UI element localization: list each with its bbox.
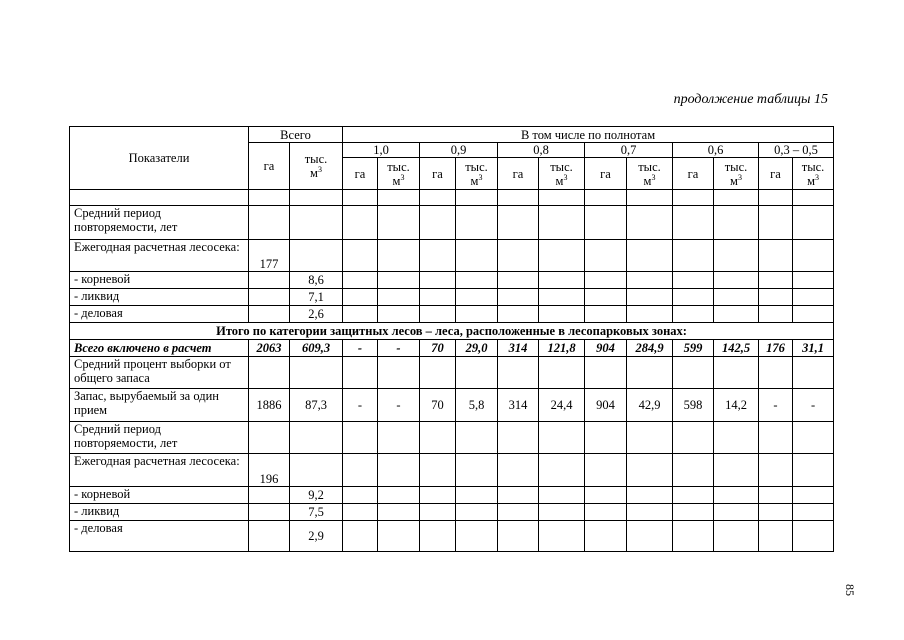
- forest-table: [69, 126, 834, 552]
- header-density-ts: [714, 158, 759, 190]
- unit-ts-text: тыс.: [387, 159, 410, 174]
- table-cell: [585, 272, 627, 289]
- table-cell: [714, 454, 759, 487]
- table-cell: [585, 190, 627, 206]
- table-cell: [378, 306, 420, 323]
- table-cell: 2,6: [290, 306, 343, 323]
- unit-sup: 3: [737, 172, 742, 182]
- table-cell: [714, 272, 759, 289]
- header-density-ts: [627, 158, 673, 190]
- unit-m-text: м: [555, 173, 564, 188]
- table-cell: [498, 357, 539, 389]
- section-heading: Итого по категории защитных лесов – леса, расположенные в лесопарковых зонах:: [70, 323, 834, 340]
- table-row: [70, 422, 834, 454]
- table-cell: [759, 240, 793, 272]
- header-indicators: Показатели: [70, 127, 249, 190]
- table-cell: 142,5: [714, 340, 759, 357]
- table-cell: -: [378, 389, 420, 422]
- table-cell: [498, 504, 539, 521]
- table-cell: [498, 487, 539, 504]
- table-cell: [793, 504, 834, 521]
- table-cell: [290, 190, 343, 206]
- table-cell: 609,3: [290, 340, 343, 357]
- table-row: [70, 272, 834, 289]
- table-cell: [793, 240, 834, 272]
- table-cell: [793, 206, 834, 240]
- table-cell: 599: [673, 340, 714, 357]
- table-cell: 5,8: [456, 389, 498, 422]
- table-cell: [714, 289, 759, 306]
- table-body: [70, 127, 834, 552]
- table-cell: [343, 521, 378, 552]
- table-cell: [343, 240, 378, 272]
- table-cell: 314: [498, 389, 539, 422]
- table-cell: [456, 504, 498, 521]
- table-cell: [420, 454, 456, 487]
- table-cell: [343, 272, 378, 289]
- table-cell: [539, 306, 585, 323]
- table-cell: [456, 206, 498, 240]
- table-cell: [498, 521, 539, 552]
- table-cell: 314: [498, 340, 539, 357]
- table-cell: [627, 240, 673, 272]
- table-cell: [420, 357, 456, 389]
- table-cell: 24,4: [539, 389, 585, 422]
- header-density-ts: [456, 158, 498, 190]
- table-cell: [714, 190, 759, 206]
- table-cell: [420, 190, 456, 206]
- header-density: 0,7: [585, 143, 673, 158]
- table-cell: [627, 357, 673, 389]
- table-cell: 7,1: [290, 289, 343, 306]
- table-cell: [714, 422, 759, 454]
- table-row: [70, 454, 834, 487]
- row-label: Ежегодная расчетная лесосека:: [70, 454, 249, 487]
- table-cell: [539, 272, 585, 289]
- table-cell: [673, 190, 714, 206]
- header-incl-density: В том числе по полнотам: [343, 127, 834, 143]
- table-cell: [759, 306, 793, 323]
- table-cell: [290, 454, 343, 487]
- table-cell: [539, 454, 585, 487]
- table-cell: [627, 206, 673, 240]
- table-cell: [793, 422, 834, 454]
- header-density-ha: га: [343, 158, 378, 190]
- table-cell: [759, 454, 793, 487]
- table-cell: [793, 357, 834, 389]
- table-cell: [793, 190, 834, 206]
- table-cell: [378, 504, 420, 521]
- row-label: - ликвид: [70, 504, 249, 521]
- unit-ts-text: тыс.: [724, 159, 748, 174]
- table-cell: [420, 422, 456, 454]
- table-cell: [420, 272, 456, 289]
- table-cell: [759, 422, 793, 454]
- table-cell: [290, 240, 343, 272]
- table-cell: [498, 206, 539, 240]
- table-cell: [627, 306, 673, 323]
- table-cell: [714, 504, 759, 521]
- table-cell: [585, 206, 627, 240]
- table-cell: [759, 206, 793, 240]
- table-cell: [627, 289, 673, 306]
- unit-sup: 3: [478, 172, 483, 182]
- table-cell: [378, 487, 420, 504]
- table-cell: [343, 487, 378, 504]
- table-cell: [420, 306, 456, 323]
- table-cell: [378, 357, 420, 389]
- table-cell: [498, 422, 539, 454]
- table-cell: [627, 454, 673, 487]
- table-cell: [498, 272, 539, 289]
- table-cell: [714, 357, 759, 389]
- table-row: [70, 487, 834, 504]
- table-cell: [539, 487, 585, 504]
- row-label: - деловая: [70, 521, 249, 552]
- table-cell: 7,5: [290, 504, 343, 521]
- row-label: - ликвид: [70, 289, 249, 306]
- table-cell: [290, 206, 343, 240]
- table-cell: 121,8: [539, 340, 585, 357]
- table-cell: [539, 206, 585, 240]
- unit-ts-text: тыс.: [304, 152, 328, 166]
- table-cell: [673, 306, 714, 323]
- table-cell: [343, 357, 378, 389]
- table-cell: [793, 521, 834, 552]
- table-cell: [673, 454, 714, 487]
- table-cell: [793, 306, 834, 323]
- table-cell: [627, 272, 673, 289]
- table-cell: [378, 272, 420, 289]
- table-cell: [627, 487, 673, 504]
- table-row: [70, 323, 834, 340]
- table-cell: [759, 487, 793, 504]
- table-cell: 284,9: [627, 340, 673, 357]
- table-cell: [456, 190, 498, 206]
- table-cell: 177: [249, 240, 290, 272]
- table-row: [70, 289, 834, 306]
- table-cell: [498, 289, 539, 306]
- header-density-ts: [539, 158, 585, 190]
- table-cell: [793, 289, 834, 306]
- unit-m-text: м: [392, 173, 401, 188]
- table-cell: 14,2: [714, 389, 759, 422]
- table-cell: [456, 357, 498, 389]
- table-cell: [420, 521, 456, 552]
- table-cell: [343, 504, 378, 521]
- row-label: - корневой: [70, 487, 249, 504]
- unit-ts-text: тыс.: [801, 159, 825, 174]
- table-row: [70, 306, 834, 323]
- table-cell: [378, 289, 420, 306]
- header-density-ha: га: [673, 158, 714, 190]
- table-cell: [420, 289, 456, 306]
- table-cell: [249, 206, 290, 240]
- table-cell: [627, 504, 673, 521]
- header-density: 1,0: [343, 143, 420, 158]
- table-cell: [627, 190, 673, 206]
- table-cell: [673, 357, 714, 389]
- table-cell: [673, 206, 714, 240]
- table-cell: [456, 306, 498, 323]
- table-cell: [627, 422, 673, 454]
- table-cell: 598: [673, 389, 714, 422]
- table-cell: 8,6: [290, 272, 343, 289]
- header-density: 0,6: [673, 143, 759, 158]
- table-cell: [759, 504, 793, 521]
- table-cell: [673, 240, 714, 272]
- table-cell: [585, 504, 627, 521]
- row-label: Средний процент выборки от общего запаса: [70, 357, 249, 389]
- table-cell: [714, 206, 759, 240]
- table-cell: [759, 190, 793, 206]
- table-cell: [290, 357, 343, 389]
- unit-m-text: м: [807, 173, 815, 188]
- table-cell: 29,0: [456, 340, 498, 357]
- row-label: - корневой: [70, 272, 249, 289]
- unit-m-text: м: [730, 173, 738, 188]
- unit-ts-text: тыс.: [638, 159, 661, 174]
- table-cell: [343, 206, 378, 240]
- table-cell: [498, 454, 539, 487]
- table-caption: продолжение таблицы 15: [673, 92, 828, 107]
- table-cell: [585, 454, 627, 487]
- table-cell: [714, 521, 759, 552]
- table-cell: [539, 504, 585, 521]
- table-cell: 2,9: [290, 521, 343, 552]
- table-row: [70, 190, 834, 206]
- table-row: [70, 521, 834, 552]
- header-density-ha: га: [498, 158, 539, 190]
- unit-ts-text: тыс.: [550, 159, 573, 174]
- table-cell: [420, 240, 456, 272]
- table-cell: [456, 422, 498, 454]
- page-number: 85: [843, 584, 857, 596]
- table-cell: [759, 272, 793, 289]
- table-cell: [249, 190, 290, 206]
- header-density-ha: га: [420, 158, 456, 190]
- table-cell: [498, 306, 539, 323]
- row-label: - деловая: [70, 306, 249, 323]
- table-cell: [673, 272, 714, 289]
- table-cell: [249, 272, 290, 289]
- table-cell: [378, 206, 420, 240]
- table-cell: [759, 521, 793, 552]
- unit-m-text: м: [310, 166, 318, 180]
- table-cell: [585, 240, 627, 272]
- header-density-ts: [793, 158, 834, 190]
- table-cell: 904: [585, 389, 627, 422]
- table-cell: [498, 190, 539, 206]
- table-cell: [249, 422, 290, 454]
- row-label: Запас, вырубаемый за один прием: [70, 389, 249, 422]
- unit-sup: 3: [317, 164, 322, 174]
- table-cell: -: [378, 340, 420, 357]
- table-row: [70, 504, 834, 521]
- table-cell: -: [759, 389, 793, 422]
- table-cell: [378, 190, 420, 206]
- table-cell: [627, 521, 673, 552]
- row-label: Всего включено в расчет: [70, 340, 249, 357]
- table-cell: [249, 504, 290, 521]
- table-cell: [539, 289, 585, 306]
- table-cell: [714, 487, 759, 504]
- table-row: [70, 340, 834, 357]
- table-cell: [343, 289, 378, 306]
- table-cell: [249, 289, 290, 306]
- table-cell: [456, 240, 498, 272]
- table-cell: [585, 357, 627, 389]
- table-cell: [420, 487, 456, 504]
- header-density-ha: га: [585, 158, 627, 190]
- header-density: 0,3 – 0,5: [759, 143, 834, 158]
- table-cell: 31,1: [793, 340, 834, 357]
- table-row: [70, 389, 834, 422]
- table-cell: [456, 454, 498, 487]
- header-total: Всего: [249, 127, 343, 143]
- table-cell: [539, 521, 585, 552]
- table-cell: [498, 240, 539, 272]
- unit-ts-text: тыс.: [465, 159, 488, 174]
- header-total-ha: га: [249, 143, 290, 190]
- table-cell: [714, 240, 759, 272]
- table-cell: [759, 289, 793, 306]
- unit-sup: 3: [400, 172, 405, 182]
- table-cell: [539, 357, 585, 389]
- table-cell: [420, 504, 456, 521]
- table-cell: [539, 240, 585, 272]
- header-row: [70, 127, 834, 143]
- header-density: 0,9: [420, 143, 498, 158]
- table-row: [70, 206, 834, 240]
- table-cell: [378, 422, 420, 454]
- unit-m-text: м: [470, 173, 479, 188]
- unit-m-text: м: [643, 173, 652, 188]
- table-cell: [249, 521, 290, 552]
- table-cell: [793, 272, 834, 289]
- row-label: Ежегодная расчетная лесосека:: [70, 240, 249, 272]
- unit-sup: 3: [651, 172, 656, 182]
- table-cell: 9,2: [290, 487, 343, 504]
- table-cell: [456, 272, 498, 289]
- table-cell: [378, 521, 420, 552]
- table-cell: [673, 504, 714, 521]
- table-cell: [249, 306, 290, 323]
- table-cell: [759, 357, 793, 389]
- table-cell: [378, 454, 420, 487]
- table-cell: [585, 422, 627, 454]
- table-cell: [343, 190, 378, 206]
- table-cell: [290, 422, 343, 454]
- table-cell: [585, 521, 627, 552]
- table-cell: [249, 357, 290, 389]
- table-cell: [714, 306, 759, 323]
- table-cell: 904: [585, 340, 627, 357]
- table-row: [70, 357, 834, 389]
- header-density: 0,8: [498, 143, 585, 158]
- row-label: Средний период повторяемости, лет: [70, 422, 249, 454]
- table-cell: [343, 454, 378, 487]
- table-cell: -: [343, 340, 378, 357]
- unit-sup: 3: [563, 172, 568, 182]
- table-cell: [378, 240, 420, 272]
- table-cell: [343, 422, 378, 454]
- table-row: [70, 240, 834, 272]
- table-cell: [585, 487, 627, 504]
- table-cell: [456, 521, 498, 552]
- header-density-ha: га: [759, 158, 793, 190]
- table-cell: [673, 487, 714, 504]
- table-cell: 70: [420, 340, 456, 357]
- header-total-ts: [290, 143, 343, 190]
- table-cell: [793, 487, 834, 504]
- table-cell: 196: [249, 454, 290, 487]
- table-cell: [673, 521, 714, 552]
- unit-sup: 3: [814, 172, 819, 182]
- table-cell: -: [793, 389, 834, 422]
- table-cell: [539, 190, 585, 206]
- table-cell: [456, 487, 498, 504]
- table-cell: 70: [420, 389, 456, 422]
- table-cell: 2063: [249, 340, 290, 357]
- table-cell: [249, 487, 290, 504]
- table-cell: [673, 422, 714, 454]
- table-cell: [585, 306, 627, 323]
- table-cell: [793, 454, 834, 487]
- table-cell: 1886: [249, 389, 290, 422]
- table-cell: [673, 289, 714, 306]
- table-cell: -: [343, 389, 378, 422]
- table-cell: 87,3: [290, 389, 343, 422]
- row-label: [70, 190, 249, 206]
- table-cell: 42,9: [627, 389, 673, 422]
- header-density-ts: [378, 158, 420, 190]
- table-cell: [456, 289, 498, 306]
- table-cell: [539, 422, 585, 454]
- row-label: Средний период повторяемости, лет: [70, 206, 249, 240]
- table-cell: [585, 289, 627, 306]
- table-cell: [343, 306, 378, 323]
- table-cell: 176: [759, 340, 793, 357]
- table-cell: [420, 206, 456, 240]
